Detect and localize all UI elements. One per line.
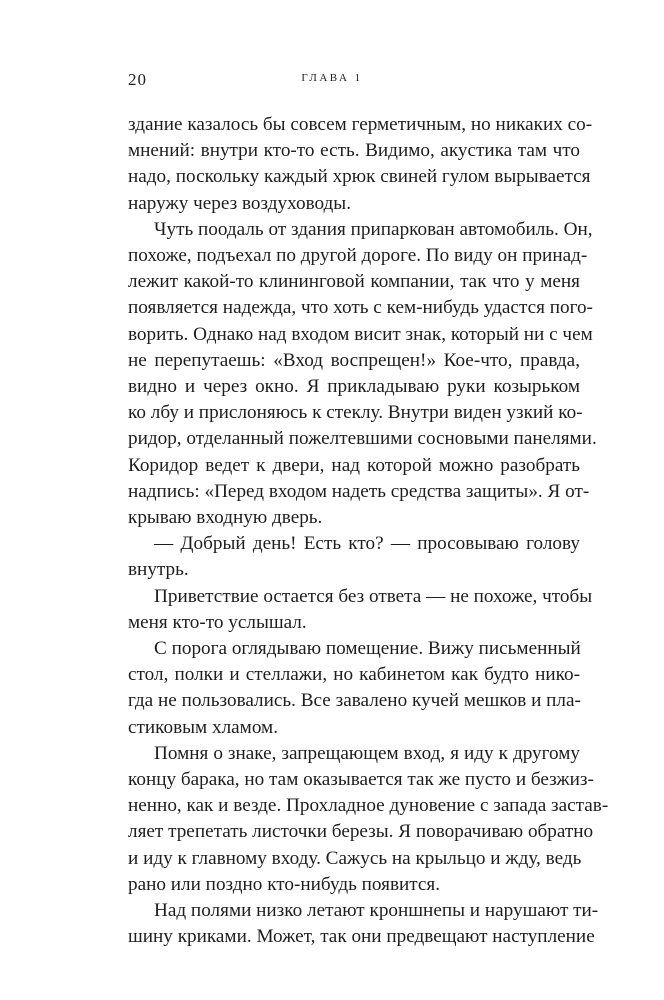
running-head: ГЛАВА 1 <box>301 72 363 84</box>
body-text <box>128 112 609 951</box>
text-line: ридор, отделанный пожелтевшими сосновыми панелями. <box>128 428 597 450</box>
text-line: и иду к главному входу. Сажусь на крыльцо и жду, ведь <box>128 847 582 869</box>
paragraph <box>128 531 580 583</box>
text-line: концу барака, но там оказывается так же пусто и безжиз- <box>128 769 594 791</box>
paragraph <box>128 636 580 741</box>
text-line: ляет трепетать листочки березы. Я поворачиваю обратно <box>128 821 594 843</box>
text-line: Над полями низко летают кроншнепы и нарушают ти- <box>154 900 599 922</box>
text-line: Коридор ведет к двери, над которой можно разобрать <box>128 454 580 476</box>
text-line: ко лбу и прислоняюсь к стеклу. Внутри виден узкий ко- <box>128 402 583 424</box>
text-line: мнений: внутри кто-то есть. Видимо, акустика там что <box>128 140 580 162</box>
text-line: ненно, как и везде. Прохладное дуновение с запада застав- <box>128 795 609 817</box>
text-line: Помня о знаке, запрещающем вход, я иду к другому <box>154 742 580 764</box>
text-line: лежит какой-то клининговой компании, так что у меня <box>128 271 580 293</box>
text-line: ворить. Однако над входом висит знак, который ни с чем <box>128 323 593 345</box>
text-line: стол, полки и стеллажи, но кабинетом как будто нико- <box>128 664 580 686</box>
text-line: видно и через окно. Я прикладываю руки козырьком <box>128 376 580 398</box>
text-line: наружу через воздуховоды. <box>128 192 351 214</box>
text-line: меня кто-то услышал. <box>128 611 307 633</box>
paragraph <box>128 217 597 531</box>
text-line: гда не пользовались. Все завалено кучей мешков и пла- <box>128 690 581 712</box>
text-line: — Добрый день! Есть кто? — просовываю голову <box>154 533 580 555</box>
paragraph <box>128 898 599 950</box>
page-number: 20 <box>128 70 147 89</box>
page-header <box>0 70 664 94</box>
text-line: Чуть поодаль от здания припаркован автомобиль. Он, <box>154 218 593 240</box>
text-line: надпись: «Перед входом надеть средства защиты». Я от- <box>128 480 590 502</box>
text-line: надо, поскольку каждый хрюк свиней гулом вырывается <box>128 166 591 188</box>
text-line: появляется надежда, что хоть с кем-нибудь удастся пого- <box>128 297 593 319</box>
text-line: рано или поздно кто-нибудь появится. <box>128 873 441 895</box>
text-line: стиковым хламом. <box>128 716 278 738</box>
text-line: похоже, подъехал по другой дороге. По виду он принад- <box>128 245 588 267</box>
text-line: Приветствие остается без ответа — не похоже, чтобы <box>154 585 593 607</box>
paragraph <box>128 112 593 217</box>
paragraph <box>128 584 593 636</box>
paragraph <box>128 741 609 898</box>
text-line: С порога оглядываю помещение. Вижу письменный <box>154 638 581 660</box>
text-line: шину криками. Может, так они предвещают наступление <box>128 926 595 948</box>
text-line: внутрь. <box>128 559 189 581</box>
text-line: не перепутаешь: «Вход воспрещен!» Кое-что, правда, <box>128 349 580 371</box>
text-line: здание казалось бы совсем герметичным, но никаких со- <box>128 114 593 135</box>
text-line: крываю входную дверь. <box>128 507 323 529</box>
